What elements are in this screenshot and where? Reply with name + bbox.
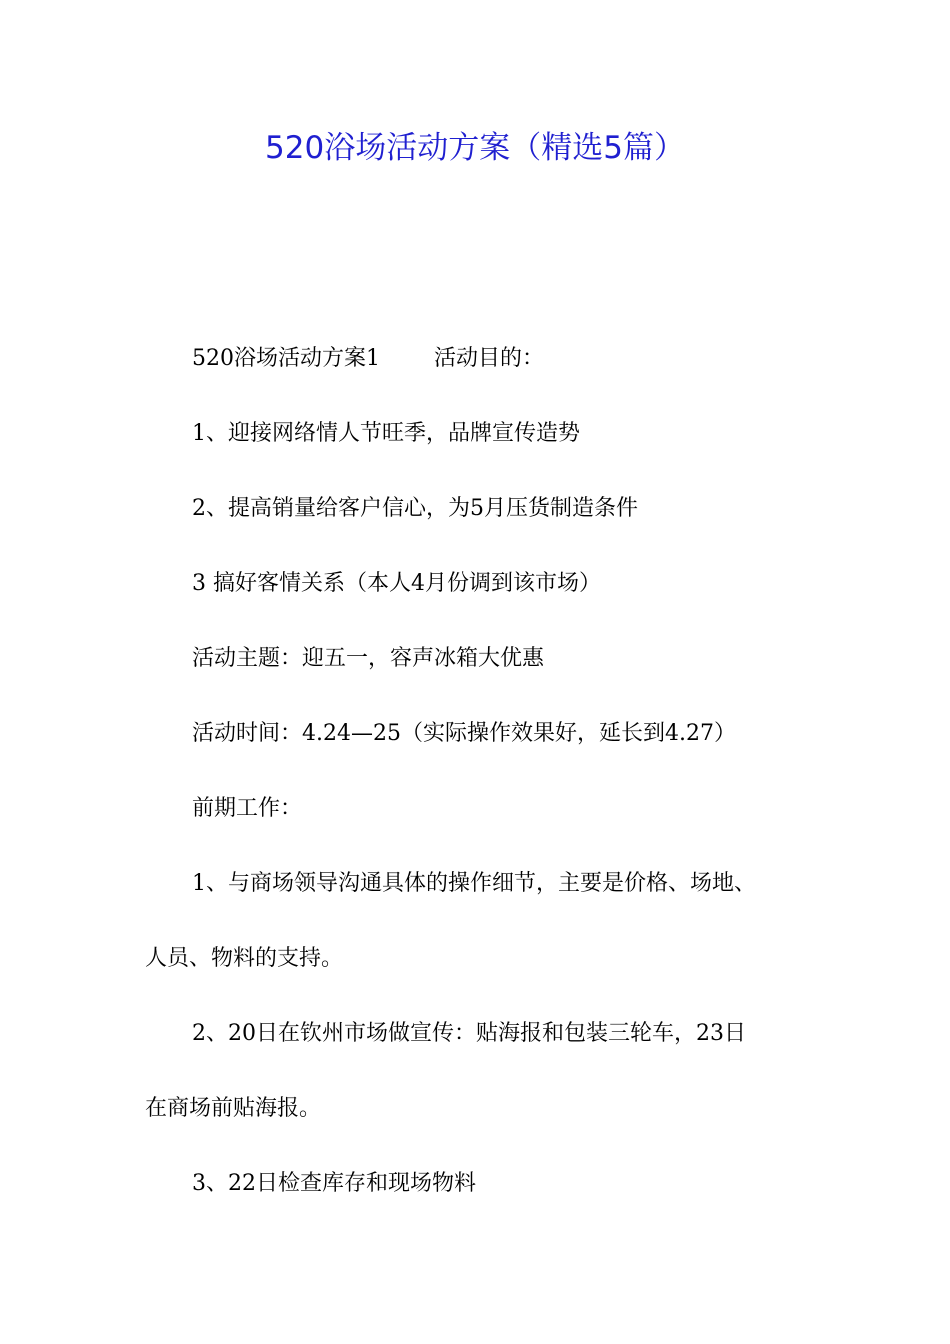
paragraph-prep-2-line-2: 在商场前贴海报。	[145, 1096, 322, 1121]
paragraph-time: 活动时间：4.24—25（实际操作效果好，延长到4.27）	[192, 721, 736, 746]
paragraph-prep-1-line-1: 1、与商场领导沟通具体的操作细节，主要是价格、场地、	[192, 871, 756, 896]
section-heading-line	[192, 344, 544, 374]
paragraph-prep-3: 3、22日检查库存和现场物料	[192, 1171, 476, 1196]
paragraph-prep-2-line-1: 2、20日在钦州市场做宣传：贴海报和包装三轮车，23日	[192, 1021, 746, 1046]
paragraph-goal-1: 1、迎接网络情人节旺季，品牌宣传造势	[192, 421, 580, 446]
section-label: 活动目的：	[434, 346, 545, 371]
paragraph-goal-2: 2、提高销量给客户信心，为5月压货制造条件	[192, 496, 638, 521]
paragraph-theme: 活动主题：迎五一，容声冰箱大优惠	[192, 646, 545, 671]
document-title: 520浴场活动方案（精选5篇）	[265, 130, 685, 166]
paragraph-prep-1-line-2: 人员、物料的支持。	[145, 946, 344, 971]
paragraph-prep-heading: 前期工作：	[192, 796, 303, 821]
paragraph-goal-3: 3 搞好客情关系（本人4月份调到该市场）	[192, 571, 601, 596]
section-title: 520浴场活动方案1	[192, 346, 380, 371]
